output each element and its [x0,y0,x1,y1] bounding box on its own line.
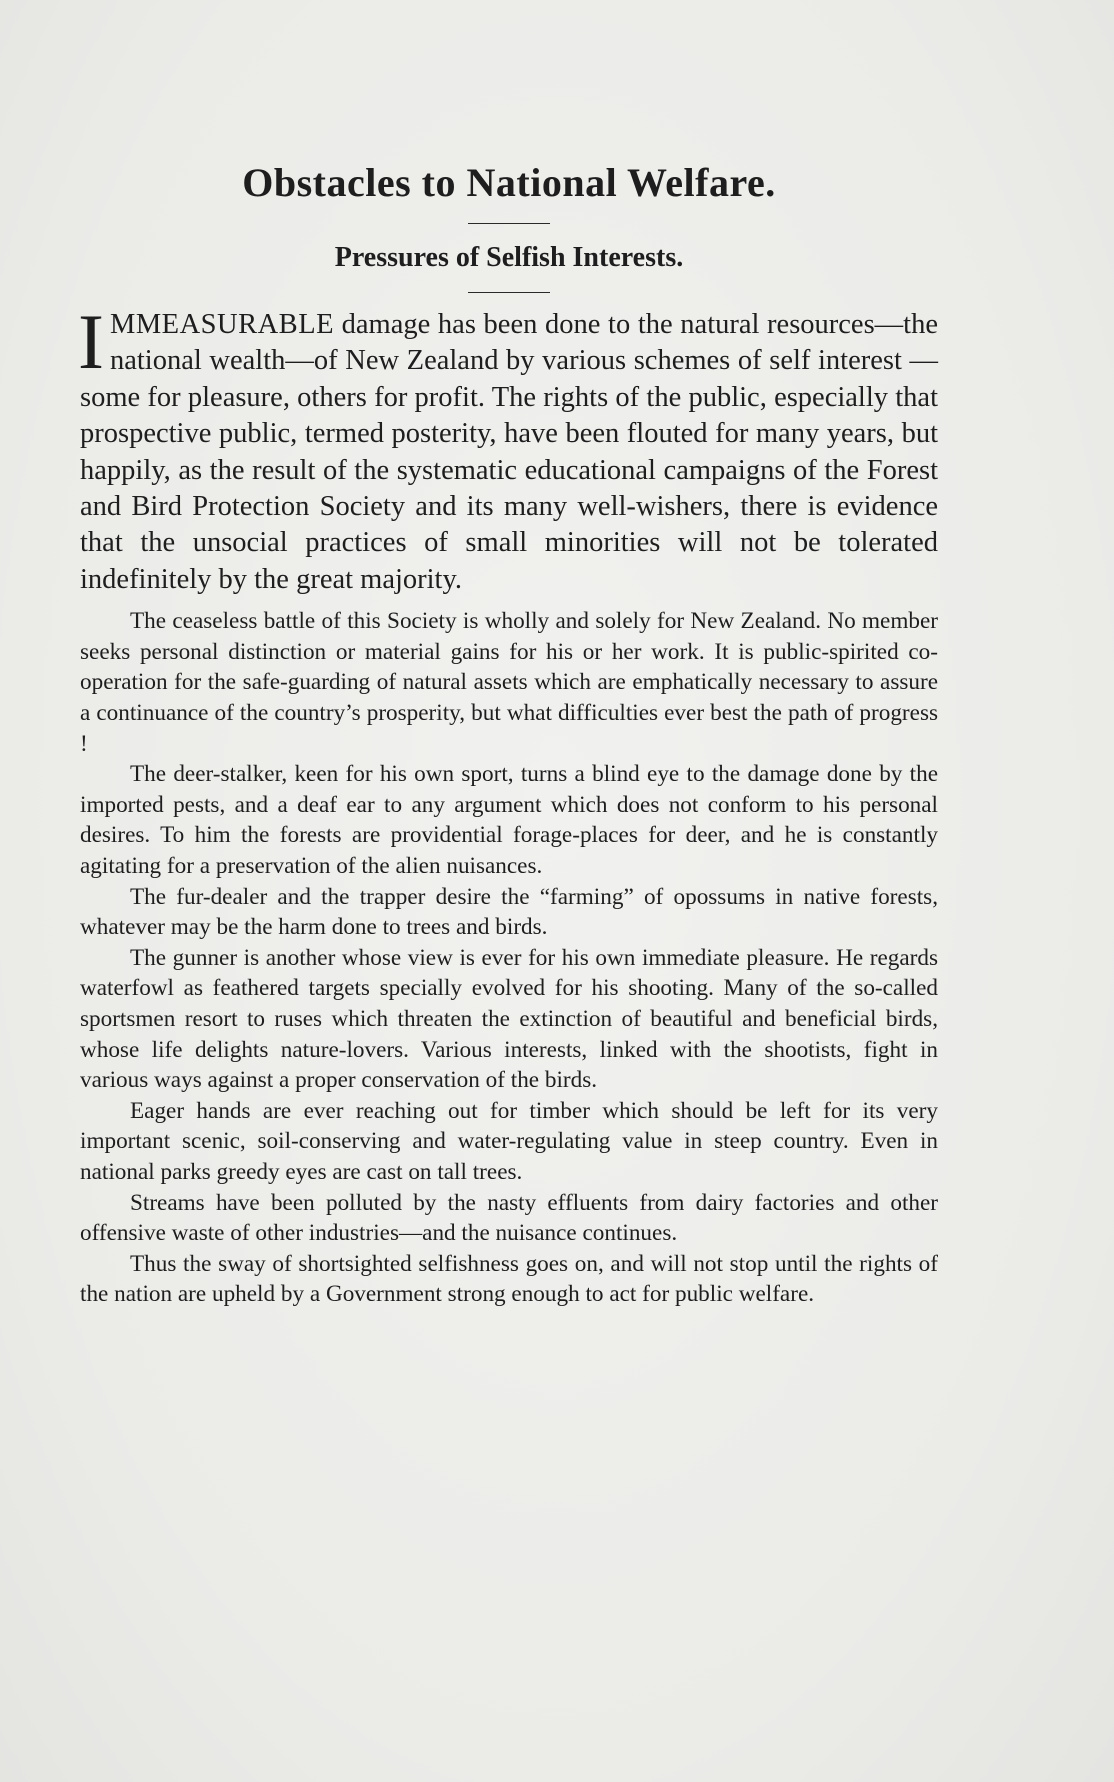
body-paragraph: Streams have been polluted by the nasty effluents from dairy factories and other offensive waste of other industries—and the nuisance continues. [80,1189,938,1247]
body-paragraph: The gunner is another whose view is ever for his own immediate pleasure. He regards waterfowl as feathered targets specially evolved for his shooting. Many of the so-called sportsmen resort to ruses which threaten the extinction of beautiful and beneficial birds, whose life delights nature-lovers. Various interests, linked with the shootists, fight in various ways against a proper conservation of the birds. [80,944,938,1094]
title-divider [468,223,550,224]
body-paragraph: The fur-dealer and the trapper desire the “farming” of opossums in native forests, whatever may be the harm done to trees and birds. [80,883,938,941]
subtitle: Pressures of Selfish Interests. [334,242,684,273]
lead-text: damage has been done to the natural resources—the national wealth—of New Zealand by various schemes of self interest — some for pleasure, others for profit. The rights of the public, especially that prospective public, termed posterity, have been flouted for many years, but happily, as the result of the systematic educational campaigns of the Forest and Bird Protection Society and its many well-wishers, there is evidence that the unsocial practices of small minorities will not be tolerated indefinitely by the great majority. [80,309,938,595]
page-title: Obstacles to National Welfare. [242,160,776,205]
body-paragraph: The ceaseless battle of this Society is wholly and solely for New Zealand. No member seeks personal distinction or material gains for his or her work. It is public-spirited co-operation for the safe-guarding of natural assets which are emphatically necessary to assure a continuance of the country’s prosperity, but what difficulties ever best the path of progress ! [80,608,938,757]
subtitle-divider [468,292,550,293]
body-paragraph: The deer-stalker, keen for his own sport, turns a blind eye to the damage done by the imported pests, and a deaf ear to any argument which does not conform to his personal desires. To him the forests are providential forage-places for deer, and he is constantly agitating for a preservation of the alien nuisances. [80,761,938,879]
body-paragraph: Eager hands are ever reaching out for timber which should be left for its very important scenic, soil-conserving and water-regulating value in steep country. Even in national parks greedy eyes are cast on tall trees. [80,1097,938,1185]
body-paragraph: Thus the sway of shortsighted selfishness goes on, and will not stop until the rights of the nation are upheld by a Government strong enough to act for public welfare. [80,1250,938,1308]
lead-paragraph [78,298,938,598]
drop-cap: I [78,298,104,385]
article [80,155,938,1310]
lead-caps-word: MMEASURABLE [109,309,335,340]
